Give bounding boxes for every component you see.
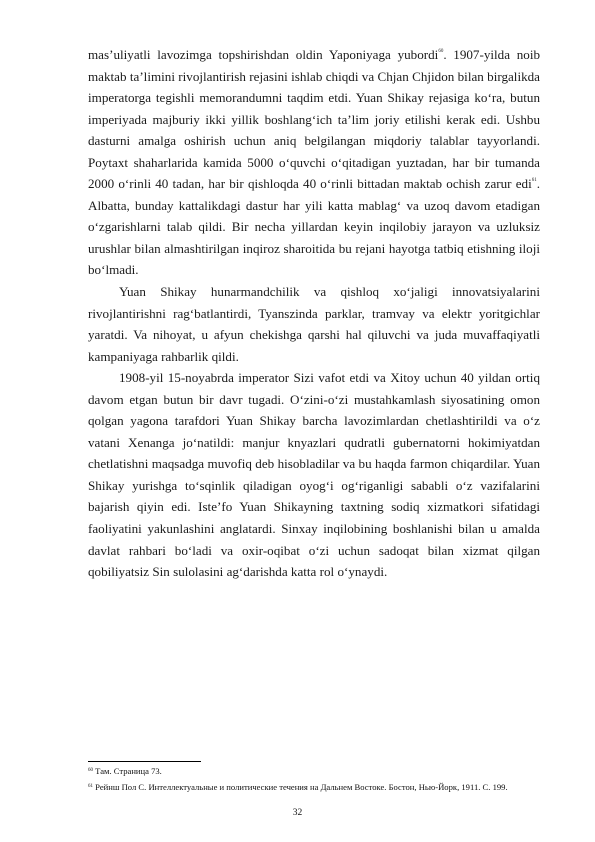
paragraph-1-text-a: mas’uliyatli lavozimga topshirishdan oldin Yaponiyaga yubordi [88,47,439,62]
paragraph-3: 1908-yil 15-noyabrda imperator Sizi vafot etdi va Xitoy uchun 40 yildan ortiq davom etgan butun bir davr tugadi. Oʻzini-oʻzi mustahkamlash siyosatining omon qolgan yagona tarafdori Yuan Shikay barcha lavozimlardan chetlashtirildi va oʻz vatani Xenanga joʻnatildi: manjur knyazlari qudratli gubernatorni hokimiyatdan chetlatishni maqsadga muvofiq deb hisobladilar va bu haqda farmon chiqardilar. Yuan Shikay yurishga toʻsqinlik qiladigan oyogʻi ogʻriganligi sababli oʻz vazifalarini bajarish qiyin edi. Isteʼfo Yuan Shikayning taxtning sodiq xizmatkori sifatidagi faoliyatini yakunlashini anglatardi. Sinxay inqilobining boshlanishi bilan u amalda davlat rahbari boʻladi va oxir-oqibat oʻzi uchun sadoqat bilan xizmat qilgan qobiliyatsiz Sin sulolasini agʻdarishda katta rol oʻynaydi. [88,370,540,580]
paragraph-1 [88,44,540,281]
footnote-ref-60[interactable]: 60 [438,49,444,54]
document-body [88,44,540,583]
paragraph-1-text-b: . 1907-yilda noib maktab ta’limini rivojlantirish rejasini ishlab chiqdi va Chjan Chjidon bilan birgalikda imperatorga tegishli memorandumni taqdim etdi. Yuan Shikay rejasiga koʻra, butun imperiyada majburiy ikki yillik boshlangʻich taʼlim joriy etilishi kerak edi. Ushbu dasturni amalga oshirish uchun aniq belgilangan miqdoriy talablar tayyorlandi. Poytaxt shaharlarida kamida 5000 oʻquvchi oʻqitadigan yuztadan, har bir tumanda 2000 oʻrinli 40 tadan, har bir qishloqda 40 oʻrinli bittadan maktab ochish zarur edi [88,47,541,192]
footnote-separator [88,761,201,762]
paragraph-1-text-c: . Albatta, bunday kattalikdagi dastur har yili katta mablagʻ va uzoq davom etadigan oʻzgarishlarni talab qildi. Bir necha yillardan keyin inqilobiy jarayon va uzluksiz urushlar bilan almashtirilgan inqiroz sharoitida bu rejani hayotga tatbiq etishning iloji boʻlmadi. [88,176,540,278]
footnotes [88,766,540,798]
footnote-ref-61[interactable]: 61 [531,178,537,184]
paragraph-2: Yuan Shikay hunarmandchilik va qishloq xoʻjaligi innovatsiyalarini rivojlantirishni ragʻbatlantirdi, Tyanszinda parklar, tramvay va elektr yoritgichlar yaratdi. Va nihoyat, u afyun chekishga qarshi hal qiluvchi va juda muvaffaqiyatli kampaniyaga rahbarlik qildi. [88,284,540,364]
footnote-number: 60 [88,768,93,773]
footnote-number: 61 [88,784,93,789]
footnote-text: Рейнш Пол С. Интеллектуальные и политические течения на Дальнем Востоке. Бостон, Нью-Йорк, 1911. С. 199. [95,782,508,792]
footnote-60 [88,766,540,777]
page-number: 32 [292,808,303,818]
footnote-61 [88,782,540,793]
footnote-text: Там. Страница 73. [95,766,162,776]
